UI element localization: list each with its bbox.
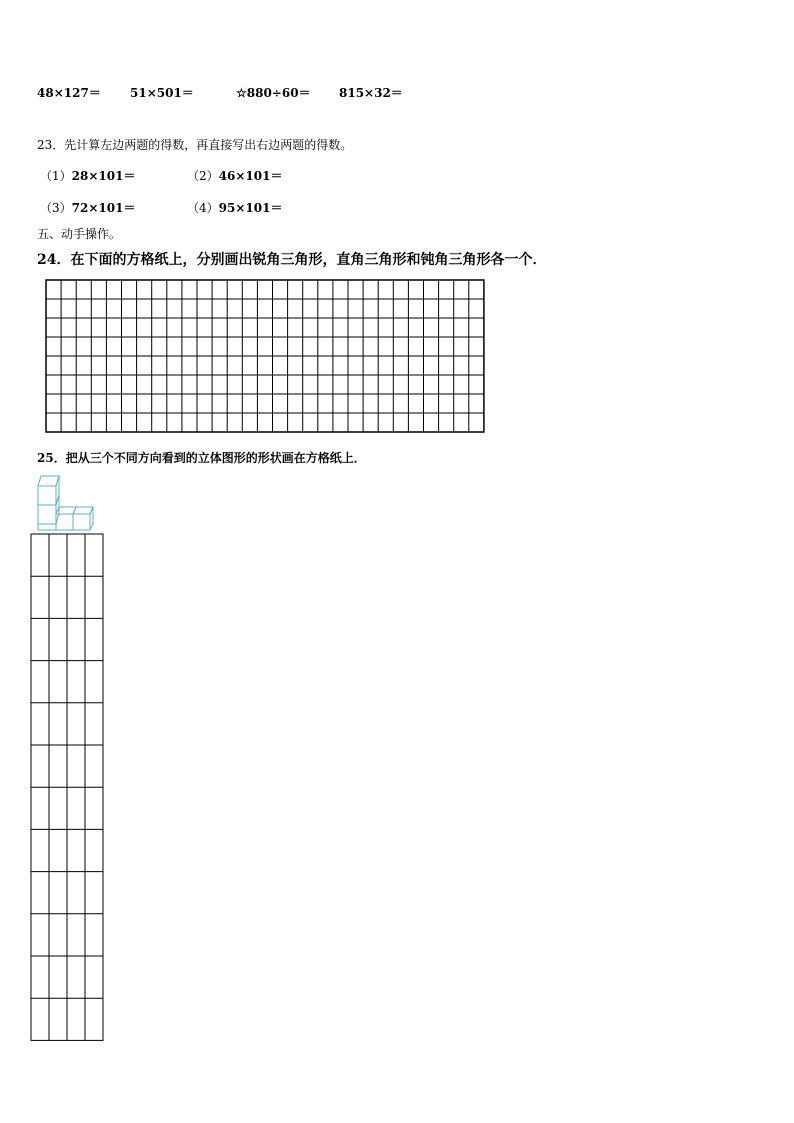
q23-item-1 [40,167,135,184]
cube-front-face [38,505,56,524]
cube-front-face [73,514,90,530]
q23-item-1-num: （1） [40,169,72,183]
cube-figure [36,472,98,534]
q23-item-2 [187,167,282,184]
q23-item-2-expr: 46×101＝ [218,169,283,183]
q23-item-4-expr: 95×101＝ [218,201,283,215]
question-25-title: 25．把从三个不同方向看到的立体图形的形状画在方格纸上． [37,451,366,465]
question-24-title: 24．在下面的方格纸上，分别画出锐角三角形，直角三角形和钝角三角形各一个． [37,252,547,268]
q23-item-3-num: （3） [40,201,72,215]
calc-item-3: ☆880÷60＝ [236,86,311,100]
question-23-title: 23．先计算左边两题的得数，再直接写出右边两题的得数。 [37,138,353,152]
calc-item-1: 48×127＝ [37,86,101,100]
q23-item-3-expr: 72×101＝ [71,201,136,215]
cube-front-face [38,486,56,505]
square-grid-paper-25[interactable] [30,533,106,1043]
square-grid-paper-24[interactable] [45,279,487,434]
q23-item-4 [187,199,282,216]
cube-top-face [38,476,59,486]
q23-item-4-num: （4） [187,201,219,215]
q23-item-3 [40,199,135,216]
calc-item-2: 51×501＝ [130,86,194,100]
calc-item-4: 815×32＝ [339,86,403,100]
q23-item-1-expr: 28×101＝ [71,169,136,183]
q23-item-2-num: （2） [187,169,219,183]
section-5-heading: 五、动手操作。 [37,227,122,241]
cube-side-face [90,507,93,530]
